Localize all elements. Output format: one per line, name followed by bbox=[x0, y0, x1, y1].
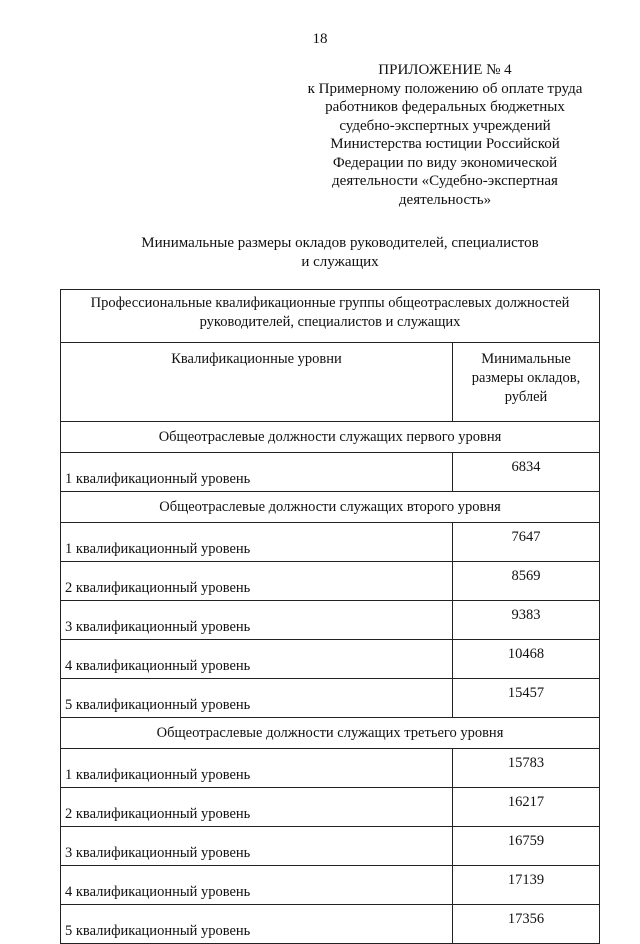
column-header-salary-line: рублей bbox=[504, 389, 548, 405]
column-header-salary-line: Минимальные bbox=[481, 351, 571, 367]
section-row bbox=[61, 492, 600, 523]
salary-value-cell: 17356 bbox=[453, 905, 600, 944]
level-cell: 1 квалификационный уровень bbox=[61, 749, 453, 788]
salary-value-cell: 10468 bbox=[453, 640, 600, 679]
level-cell: 3 квалификационный уровень bbox=[61, 827, 453, 866]
table-row bbox=[61, 827, 600, 866]
appendix-line: Министерства юстиции Российской bbox=[330, 136, 560, 152]
level-cell: 4 квалификационный уровень bbox=[61, 866, 453, 905]
salary-value-cell: 16217 bbox=[453, 788, 600, 827]
salary-value-cell: 8569 bbox=[453, 562, 600, 601]
level-cell: 2 квалификационный уровень bbox=[61, 562, 453, 601]
document-title-line: Минимальные размеры окладов руководителей, специалистов bbox=[141, 235, 539, 251]
table-row bbox=[61, 905, 600, 944]
table-row bbox=[61, 866, 600, 905]
table-row bbox=[61, 788, 600, 827]
column-header-salary bbox=[453, 343, 600, 422]
section-title: Общеотраслевые должности служащих третьего уровня bbox=[61, 718, 600, 749]
section-row bbox=[61, 718, 600, 749]
column-header-level: Квалификационные уровни bbox=[61, 343, 453, 422]
level-cell: 1 квалификационный уровень bbox=[61, 453, 453, 492]
group-header-line: руководителей, специалистов и служащих bbox=[199, 314, 461, 330]
column-header-salary-line: размеры окладов, bbox=[471, 370, 581, 386]
appendix-line: судебно-экспертных учреждений bbox=[339, 117, 551, 134]
group-header bbox=[61, 290, 600, 343]
section-title: Общеотраслевые должности служащих первого уровня bbox=[61, 422, 600, 453]
document-title bbox=[0, 234, 640, 271]
level-cell: 2 квалификационный уровень bbox=[61, 788, 453, 827]
appendix-line: деятельности «Судебно-экспертная bbox=[332, 173, 558, 189]
section-title: Общеотраслевые должности служащих второго уровня bbox=[61, 492, 600, 523]
salary-value-cell: 17139 bbox=[453, 866, 600, 905]
appendix-line: деятельность» bbox=[398, 191, 492, 208]
salary-value-cell: 9383 bbox=[453, 601, 600, 640]
appendix-line: работников федеральных бюджетных bbox=[325, 99, 565, 115]
page-number: 18 bbox=[312, 31, 328, 47]
group-header-line: Профессиональные квалификационные группы общеотраслевых должностей bbox=[90, 295, 570, 311]
table-row bbox=[61, 601, 600, 640]
section-row bbox=[61, 422, 600, 453]
table-row bbox=[61, 640, 600, 679]
table-row bbox=[61, 749, 600, 788]
table-row bbox=[61, 453, 600, 492]
level-cell: 3 квалификационный уровень bbox=[61, 601, 453, 640]
document-title-line: и служащих bbox=[301, 253, 379, 270]
salary-value-cell: 16759 bbox=[453, 827, 600, 866]
salary-table bbox=[60, 289, 600, 944]
table-row bbox=[61, 679, 600, 718]
appendix-block bbox=[300, 61, 590, 209]
table-row bbox=[61, 562, 600, 601]
level-cell: 5 квалификационный уровень bbox=[61, 679, 453, 718]
salary-value-cell: 6834 bbox=[453, 453, 600, 492]
level-cell: 5 квалификационный уровень bbox=[61, 905, 453, 944]
level-cell: 1 квалификационный уровень bbox=[61, 523, 453, 562]
salary-value-cell: 15783 bbox=[453, 749, 600, 788]
salary-value-cell: 15457 bbox=[453, 679, 600, 718]
table-row bbox=[61, 523, 600, 562]
appendix-title: ПРИЛОЖЕНИЕ № 4 bbox=[378, 62, 512, 78]
level-cell: 4 квалификационный уровень bbox=[61, 640, 453, 679]
appendix-line: к Примерному положению об оплате труда bbox=[307, 80, 583, 97]
salary-value-cell: 7647 bbox=[453, 523, 600, 562]
appendix-line: Федерации по виду экономической bbox=[332, 154, 558, 171]
